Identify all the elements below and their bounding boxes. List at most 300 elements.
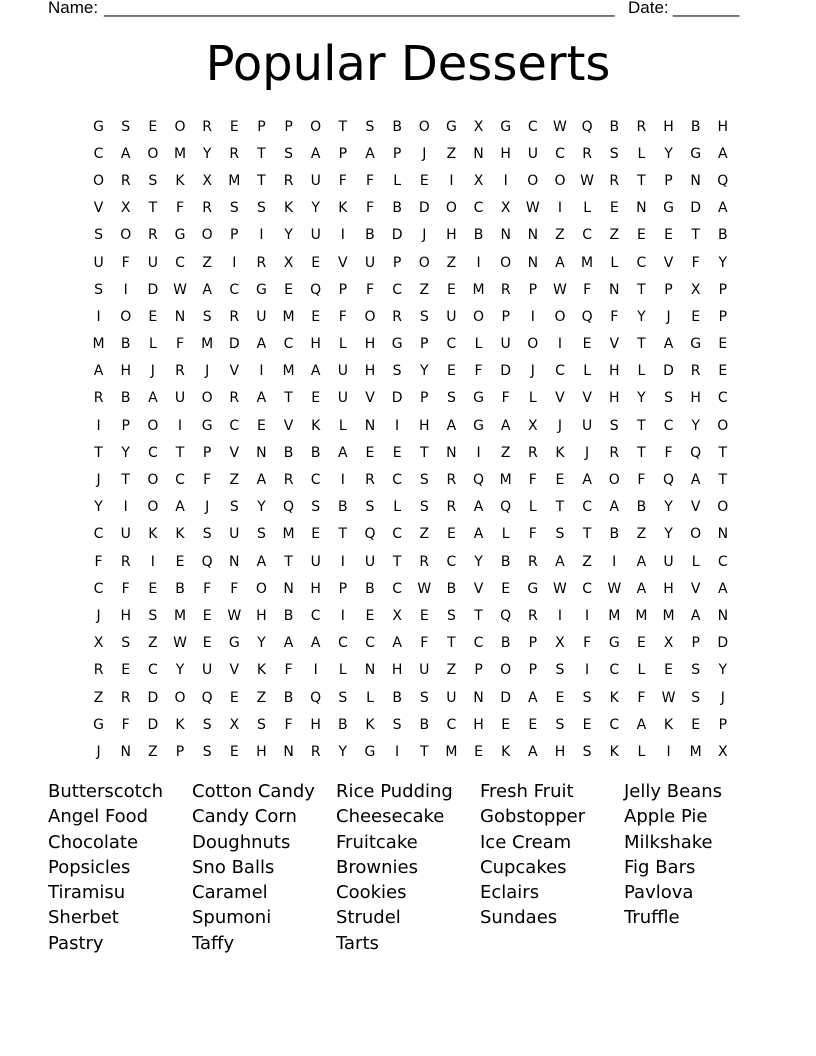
grid-letter: U bbox=[229, 526, 240, 543]
grid-letter: K bbox=[555, 444, 565, 461]
grid-letter: Z bbox=[229, 472, 240, 489]
word-bank-column bbox=[336, 779, 480, 956]
grid-letter: A bbox=[256, 390, 267, 407]
grid-letter: F bbox=[637, 472, 646, 489]
grid-letter: X bbox=[473, 118, 484, 135]
grid-letter: F bbox=[637, 689, 646, 706]
grid-letter: U bbox=[663, 553, 674, 570]
grid-letter: S bbox=[419, 472, 429, 489]
grid-letter: G bbox=[608, 635, 620, 652]
grid-letter: L bbox=[393, 172, 402, 189]
grid-letter: H bbox=[554, 743, 566, 760]
grid-letter: Y bbox=[121, 444, 130, 461]
grid-letter: G bbox=[228, 635, 240, 652]
grid-letter: V bbox=[93, 200, 104, 217]
grid-letter: Z bbox=[93, 689, 104, 706]
grid-letter: L bbox=[637, 662, 646, 679]
grid-letter: F bbox=[121, 716, 130, 733]
grid-letter: T bbox=[257, 172, 266, 189]
grid-letter: Y bbox=[202, 145, 212, 162]
grid-letter: C bbox=[392, 580, 402, 597]
grid-letter: O bbox=[418, 254, 430, 271]
grid-letter: D bbox=[690, 200, 702, 217]
grid-letter: T bbox=[637, 417, 646, 434]
grid-letter: A bbox=[690, 607, 701, 624]
grid-letter: M bbox=[282, 308, 295, 325]
grid-letter: O bbox=[120, 227, 132, 244]
grid-letter: Z bbox=[446, 254, 457, 271]
grid-letter: E bbox=[718, 363, 728, 380]
grid-letter: H bbox=[256, 607, 267, 624]
grid-letter: C bbox=[175, 472, 185, 489]
grid-letter: T bbox=[257, 145, 266, 162]
word-bank-item: Eclairs bbox=[480, 882, 540, 904]
grid-letter: P bbox=[338, 580, 348, 597]
name-blank-line: ______________________________________________________ bbox=[104, 0, 615, 17]
grid-letter: A bbox=[473, 499, 484, 516]
grid-letter: E bbox=[501, 580, 511, 597]
grid-letter: R bbox=[527, 444, 538, 461]
grid-letter: T bbox=[637, 281, 646, 298]
grid-letter: F bbox=[474, 363, 483, 380]
grid-letter: L bbox=[393, 499, 402, 516]
grid-letter: T bbox=[284, 390, 293, 407]
grid-letter: K bbox=[175, 716, 185, 733]
grid-letter: D bbox=[418, 200, 430, 217]
grid-letter: O bbox=[174, 689, 186, 706]
grid-letter: P bbox=[420, 390, 429, 407]
grid-letter: I bbox=[476, 444, 481, 461]
grid-letter: H bbox=[446, 227, 457, 244]
grid-letter: X bbox=[690, 281, 701, 298]
grid-letter: D bbox=[500, 363, 512, 380]
grid-letter: F bbox=[338, 308, 347, 325]
grid-letter: C bbox=[717, 553, 728, 570]
grid-letter: I bbox=[503, 172, 508, 189]
grid-letter: B bbox=[338, 716, 348, 733]
grid-letter: R bbox=[365, 472, 375, 489]
grid-letter: L bbox=[637, 363, 646, 380]
grid-letter: R bbox=[609, 444, 620, 461]
word-bank-column bbox=[192, 779, 336, 956]
grid-letter: A bbox=[718, 200, 728, 217]
grid-letter: S bbox=[256, 200, 266, 217]
grid-letter: E bbox=[311, 308, 321, 325]
grid-letter: R bbox=[256, 254, 267, 271]
grid-letter: A bbox=[609, 499, 620, 516]
grid-letter: M bbox=[662, 607, 675, 624]
grid-letter: O bbox=[418, 118, 430, 135]
date-blank-line: _______ bbox=[673, 0, 740, 17]
grid-letter: V bbox=[283, 417, 294, 434]
grid-letter: P bbox=[284, 118, 293, 135]
grid-letter: G bbox=[391, 336, 403, 353]
grid-letter: U bbox=[419, 662, 430, 679]
grid-letter: H bbox=[418, 417, 430, 434]
grid-letter: B bbox=[365, 580, 375, 597]
grid-letter: C bbox=[555, 363, 565, 380]
grid-letter: M bbox=[282, 363, 295, 380]
grid-letter: Q bbox=[500, 607, 512, 624]
grid-letter: K bbox=[175, 526, 185, 543]
grid-letter: J bbox=[666, 308, 671, 325]
grid-letter: F bbox=[528, 526, 537, 543]
grid-letter: R bbox=[283, 172, 294, 189]
word-bank-item: Cookies bbox=[336, 882, 407, 904]
grid-letter: C bbox=[446, 553, 457, 570]
grid-letter: M bbox=[92, 336, 105, 353]
grid-letter: H bbox=[608, 390, 620, 407]
grid-letter: X bbox=[392, 607, 402, 624]
word-bank-item: Angel Food bbox=[48, 806, 149, 828]
grid-letter: A bbox=[636, 580, 647, 597]
grid-letter: P bbox=[718, 308, 728, 325]
grid-letter: P bbox=[528, 281, 538, 298]
grid-letter: W bbox=[417, 580, 432, 597]
grid-row bbox=[85, 684, 736, 711]
grid-letter: R bbox=[527, 607, 538, 624]
grid-letter: Y bbox=[257, 499, 266, 516]
grid-letter: H bbox=[120, 363, 131, 380]
grid-letter: U bbox=[147, 254, 158, 271]
grid-letter: R bbox=[690, 363, 701, 380]
grid-letter: I bbox=[612, 553, 617, 570]
grid-letter: I bbox=[340, 553, 345, 570]
grid-letter: U bbox=[310, 172, 321, 189]
grid-letter: E bbox=[664, 227, 673, 244]
grid-letter: F bbox=[284, 716, 293, 733]
grid-letter: G bbox=[174, 227, 186, 244]
grid-letter: M bbox=[228, 172, 241, 189]
grid-letter: Y bbox=[718, 254, 728, 271]
grid-letter: B bbox=[365, 227, 375, 244]
word-bank-item: Taffy bbox=[192, 932, 235, 954]
word-bank-item: Spumoni bbox=[192, 907, 272, 929]
grid-letter: A bbox=[310, 145, 321, 162]
word-bank-item: Sno Balls bbox=[192, 856, 275, 878]
grid-letter: P bbox=[175, 743, 185, 760]
grid-letter: E bbox=[582, 336, 592, 353]
grid-letter: A bbox=[636, 716, 647, 733]
grid-letter: S bbox=[446, 390, 456, 407]
grid-letter: V bbox=[473, 580, 484, 597]
grid-letter: Q bbox=[500, 499, 512, 516]
grid-letter: L bbox=[637, 145, 646, 162]
grid-letter: C bbox=[147, 662, 158, 679]
grid-letter: R bbox=[175, 363, 185, 380]
grid-letter: T bbox=[148, 200, 158, 217]
grid-letter: A bbox=[446, 417, 457, 434]
grid-letter: O bbox=[500, 662, 512, 679]
word-bank-item: Jelly Beans bbox=[624, 781, 722, 802]
grid-letter: N bbox=[527, 254, 539, 271]
grid-letter: F bbox=[583, 281, 592, 298]
grid-letter: O bbox=[255, 580, 267, 597]
grid-letter: E bbox=[256, 417, 266, 434]
word-bank-item: Truffle bbox=[624, 907, 680, 929]
grid-letter: M bbox=[173, 607, 187, 624]
grid-letter: M bbox=[499, 472, 512, 489]
grid-letter: M bbox=[445, 743, 458, 760]
grid-letter: D bbox=[147, 716, 159, 733]
grid-letter: Z bbox=[419, 526, 430, 543]
grid-letter: G bbox=[473, 390, 484, 407]
grid-letter: E bbox=[582, 716, 592, 733]
grid-letter: E bbox=[528, 716, 538, 733]
grid-letter: C bbox=[582, 227, 592, 244]
grid-letter: N bbox=[283, 580, 294, 597]
grid-letter: E bbox=[555, 689, 565, 706]
grid-letter: C bbox=[392, 281, 402, 298]
word-bank-item: Gobstopper bbox=[480, 806, 586, 828]
grid-letter: P bbox=[257, 118, 266, 135]
grid-letter: S bbox=[148, 607, 158, 624]
grid-row bbox=[85, 222, 736, 249]
grid-letter: R bbox=[93, 662, 104, 679]
grid-letter: E bbox=[501, 716, 511, 733]
grid-letter: R bbox=[229, 308, 240, 325]
grid-letter: B bbox=[283, 607, 294, 624]
grid-letter: A bbox=[718, 145, 728, 162]
word-bank-column bbox=[624, 779, 768, 956]
grid-letter: S bbox=[555, 526, 565, 543]
grid-letter: I bbox=[585, 662, 590, 679]
grid-letter: S bbox=[202, 716, 212, 733]
grid-letter: Z bbox=[202, 254, 212, 271]
grid-letter: N bbox=[717, 526, 729, 543]
grid-letter: T bbox=[338, 526, 348, 543]
grid-row bbox=[85, 738, 736, 765]
grid-letter: S bbox=[121, 635, 131, 652]
word-bank-item: Fruitcake bbox=[336, 831, 418, 853]
grid-letter: A bbox=[256, 472, 267, 489]
grid-letter: O bbox=[554, 172, 566, 189]
grid-letter: S bbox=[555, 716, 565, 733]
grid-letter: R bbox=[392, 308, 402, 325]
grid-letter: J bbox=[96, 472, 101, 489]
grid-letter: M bbox=[608, 607, 621, 624]
grid-letter: I bbox=[340, 607, 345, 624]
grid-letter: T bbox=[691, 227, 700, 244]
grid-letter: V bbox=[663, 254, 674, 271]
grid-row bbox=[85, 711, 736, 738]
grid-letter: H bbox=[391, 662, 403, 679]
grid-letter: U bbox=[93, 254, 104, 271]
grid-letter: F bbox=[691, 254, 700, 271]
grid-letter: B bbox=[609, 526, 620, 543]
grid-letter: A bbox=[175, 499, 185, 516]
grid-letter: H bbox=[608, 363, 620, 380]
grid-row bbox=[85, 140, 736, 167]
grid-letter: W bbox=[173, 281, 187, 298]
grid-letter: H bbox=[120, 607, 131, 624]
grid-letter: P bbox=[664, 172, 673, 189]
grid-letter: Y bbox=[311, 200, 320, 217]
grid-letter: B bbox=[690, 118, 701, 135]
word-bank-item: Candy Corn bbox=[192, 806, 297, 828]
word-bank-column bbox=[48, 779, 192, 956]
grid-letter: A bbox=[555, 254, 565, 271]
grid-letter: L bbox=[528, 390, 537, 407]
grid-letter: U bbox=[310, 553, 321, 570]
grid-letter: I bbox=[96, 308, 101, 325]
grid-letter: N bbox=[256, 444, 267, 461]
grid-row bbox=[85, 195, 736, 222]
grid-letter: S bbox=[94, 227, 104, 244]
grid-letter: K bbox=[338, 200, 348, 217]
grid-letter: C bbox=[93, 145, 104, 162]
grid-letter: B bbox=[283, 689, 294, 706]
grid-letter: W bbox=[553, 281, 567, 298]
grid-letter: E bbox=[718, 336, 728, 353]
grid-letter: O bbox=[93, 172, 105, 189]
grid-letter: N bbox=[609, 281, 620, 298]
grid-letter: E bbox=[446, 526, 456, 543]
grid-letter: C bbox=[310, 472, 321, 489]
grid-letter: A bbox=[690, 472, 701, 489]
grid-letter: Y bbox=[637, 308, 646, 325]
grid-letter: O bbox=[364, 308, 376, 325]
grid-letter: H bbox=[717, 118, 729, 135]
grid-letter: A bbox=[256, 336, 267, 353]
grid-letter: I bbox=[259, 227, 264, 244]
grid-letter: J bbox=[96, 743, 101, 760]
grid-letter: G bbox=[445, 118, 457, 135]
grid-letter: L bbox=[366, 689, 374, 706]
grid-letter: H bbox=[364, 363, 376, 380]
grid-letter: V bbox=[229, 444, 240, 461]
grid-letter: C bbox=[473, 635, 484, 652]
grid-letter: A bbox=[256, 553, 267, 570]
grid-letter: Z bbox=[256, 689, 267, 706]
grid-letter: C bbox=[446, 336, 457, 353]
grid-letter: E bbox=[691, 308, 701, 325]
grid-letter: J bbox=[557, 417, 563, 434]
grid-letter: F bbox=[94, 553, 103, 570]
grid-letter: X bbox=[202, 172, 212, 189]
grid-letter: E bbox=[284, 281, 293, 298]
word-bank-item: Pavlova bbox=[624, 882, 694, 904]
grid-letter: V bbox=[338, 254, 348, 271]
grid-letter: O bbox=[201, 390, 213, 407]
grid-letter: L bbox=[501, 526, 510, 543]
grid-row bbox=[85, 385, 736, 412]
grid-letter: G bbox=[690, 145, 702, 162]
word-bank-column bbox=[480, 779, 624, 956]
grid-letter: O bbox=[201, 227, 213, 244]
grid-letter: E bbox=[664, 662, 673, 679]
grid-letter: K bbox=[148, 526, 158, 543]
grid-letter: M bbox=[173, 145, 187, 162]
grid-letter: I bbox=[123, 499, 128, 516]
grid-letter: X bbox=[500, 200, 511, 217]
grid-letter: B bbox=[175, 580, 185, 597]
word-search-grid bbox=[85, 113, 736, 766]
grid-letter: T bbox=[447, 635, 456, 652]
grid-letter: H bbox=[473, 716, 484, 733]
grid-letter: I bbox=[585, 607, 590, 624]
grid-letter: I bbox=[177, 417, 183, 434]
grid-letter: A bbox=[636, 553, 647, 570]
grid-letter: C bbox=[446, 716, 457, 733]
grid-row bbox=[85, 331, 736, 358]
grid-letter: O bbox=[310, 118, 322, 135]
grid-letter: N bbox=[364, 417, 376, 434]
grid-letter: S bbox=[582, 743, 592, 760]
grid-letter: J bbox=[205, 499, 210, 516]
word-bank-item: Tarts bbox=[336, 932, 379, 954]
grid-letter: V bbox=[609, 336, 620, 353]
grid-letter: P bbox=[338, 145, 348, 162]
grid-letter: C bbox=[582, 580, 592, 597]
grid-letter: B bbox=[500, 553, 511, 570]
grid-letter: P bbox=[392, 254, 402, 271]
grid-letter: I bbox=[313, 662, 318, 679]
grid-letter: J bbox=[422, 227, 427, 244]
grid-letter: Q bbox=[473, 472, 485, 489]
grid-letter: F bbox=[528, 472, 537, 489]
grid-letter: Z bbox=[148, 743, 158, 760]
grid-letter: R bbox=[310, 743, 321, 760]
grid-letter: O bbox=[608, 472, 620, 489]
grid-letter: O bbox=[147, 472, 159, 489]
grid-row bbox=[85, 466, 736, 493]
grid-letter: N bbox=[473, 145, 484, 162]
grid-letter: V bbox=[229, 662, 240, 679]
grid-letter: M bbox=[472, 281, 485, 298]
grid-letter: R bbox=[609, 172, 620, 189]
grid-letter: B bbox=[446, 580, 457, 597]
grid-letter: T bbox=[637, 444, 646, 461]
word-bank-item: Fig Bars bbox=[624, 856, 696, 878]
grid-letter: A bbox=[663, 336, 674, 353]
grid-letter: B bbox=[473, 227, 484, 244]
grid-letter: O bbox=[445, 200, 457, 217]
grid-letter: V bbox=[229, 363, 240, 380]
grid-letter: S bbox=[338, 689, 348, 706]
grid-letter: Z bbox=[419, 281, 430, 298]
grid-letter: Q bbox=[201, 553, 213, 570]
grid-letter: O bbox=[527, 172, 539, 189]
grid-letter: E bbox=[365, 607, 375, 624]
grid-letter: O bbox=[174, 118, 186, 135]
grid-letter: E bbox=[609, 200, 619, 217]
word-bank-item: Apple Pie bbox=[624, 806, 708, 828]
grid-letter: Q bbox=[201, 689, 213, 706]
grid-letter: Y bbox=[419, 363, 429, 380]
grid-letter: P bbox=[718, 281, 728, 298]
grid-letter: Q bbox=[283, 499, 295, 516]
grid-letter: S bbox=[392, 363, 402, 380]
grid-letter: P bbox=[528, 635, 538, 652]
grid-letter: S bbox=[419, 499, 429, 516]
grid-letter: N bbox=[229, 553, 240, 570]
grid-letter: J bbox=[422, 145, 427, 162]
grid-letter: I bbox=[557, 336, 563, 353]
grid-letter: B bbox=[636, 499, 647, 516]
grid-letter: O bbox=[690, 526, 702, 543]
grid-letter: A bbox=[500, 417, 511, 434]
name-label: Name: bbox=[48, 0, 99, 17]
grid-letter: Y bbox=[338, 743, 348, 760]
grid-letter: E bbox=[474, 743, 483, 760]
grid-letter: S bbox=[94, 281, 104, 298]
grid-row bbox=[85, 630, 736, 657]
grid-letter: E bbox=[202, 607, 212, 624]
grid-letter: T bbox=[94, 444, 103, 461]
grid-letter: I bbox=[340, 472, 345, 489]
grid-letter: H bbox=[663, 580, 674, 597]
